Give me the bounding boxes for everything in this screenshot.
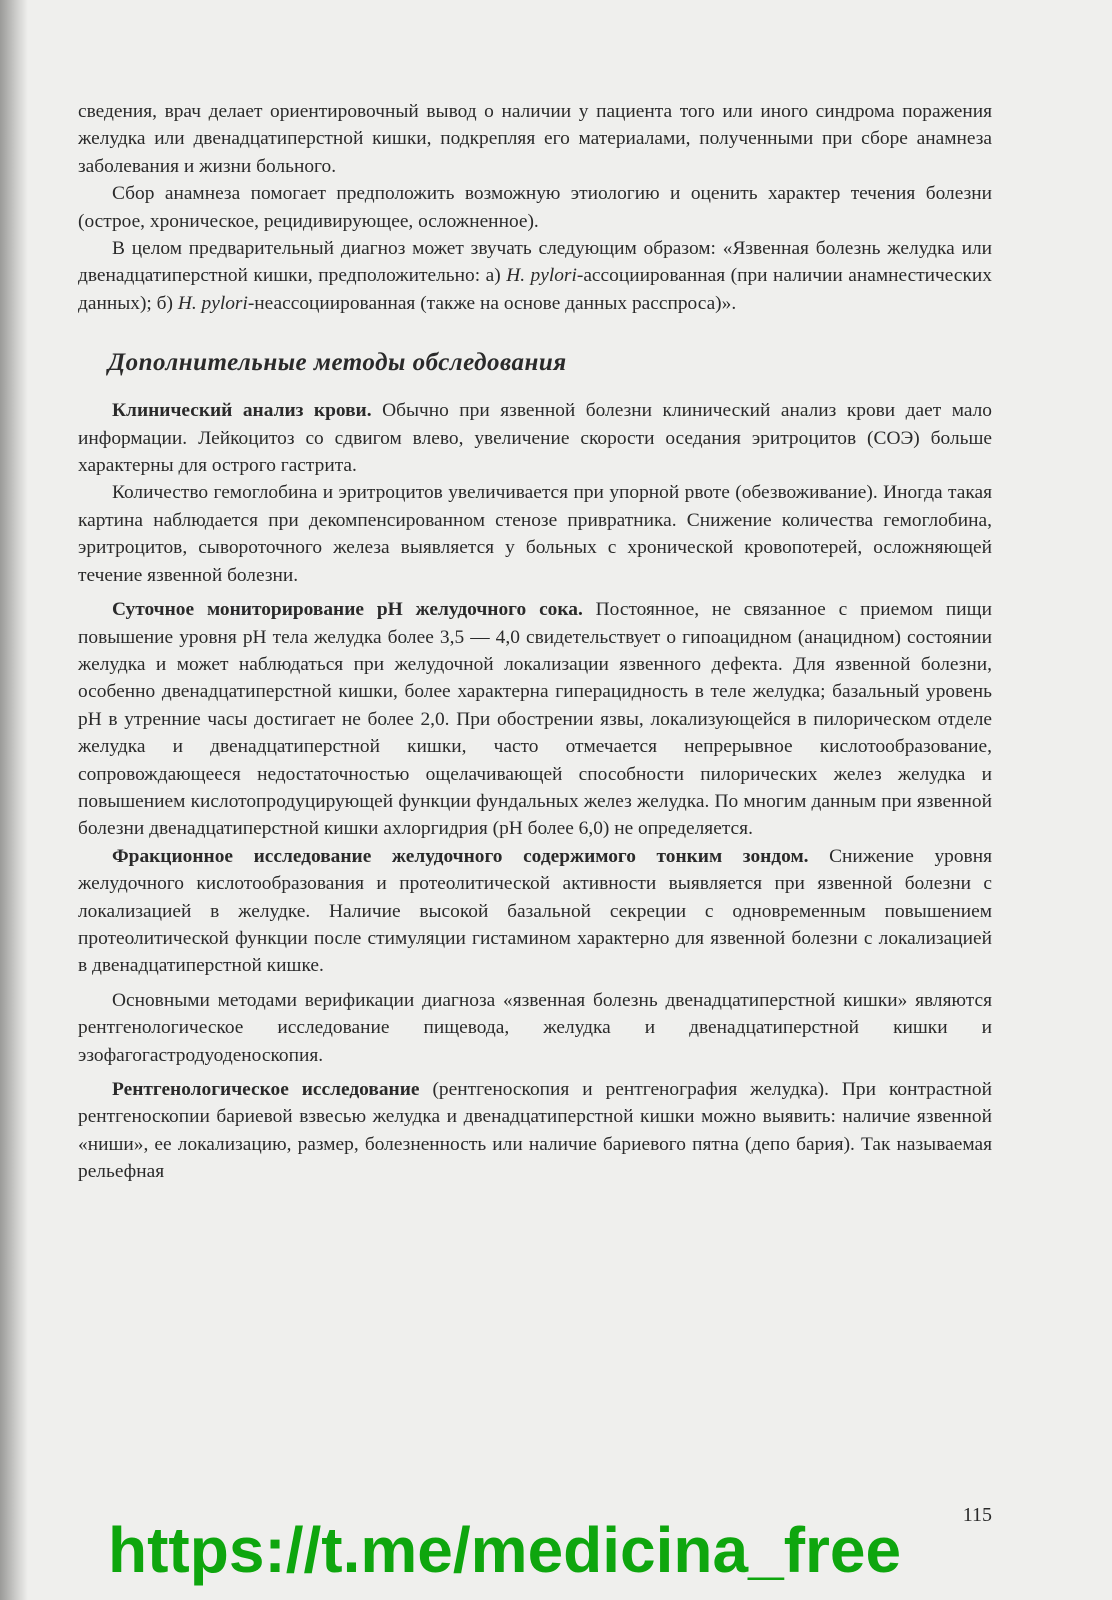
watermark-link[interactable]: https://t.me/medicina_free: [108, 1514, 902, 1586]
paragraph-text: Обычно при язвенной болезни клинический анализ крови дает мало информации. Лейкоцитоз со сдвигом влево, увеличение скорости оседания эритроцитов (СОЭ) больше характерны для острого гастрита.: [78, 400, 992, 477]
paragraph-xray: [78, 1076, 992, 1186]
subheading-blood-analysis: Клинический анализ крови.: [112, 400, 372, 422]
paragraph-fractional-study: [78, 843, 992, 980]
paragraph-blood-analysis: [78, 397, 992, 479]
subheading-xray: Рентгенологическое исследование: [112, 1079, 420, 1100]
paragraph-2: Сбор анамнеза помогает предположить возможную этиологию и оценить характер течения болезни (острое, хроническое, рецидивирующее, осложненное).: [78, 183, 992, 232]
paragraph-3: [78, 235, 992, 317]
book-spine-shadow: [0, 0, 28, 1600]
page-number: 115: [962, 1504, 992, 1526]
paragraph-text: Постоянное, не связанное с приемом пищи повышение уровня рН тела желудка более 3,5 — 4,0 свидетельствует о гипоацидном (анацидном) состоянии желудка и может наблюдаться при желудочной локализации язвенного дефекта. Для язвенной болезни, особенно двенадцатиперстной кишки, более характерна гиперацидность в теле желудка; базальный уровень рН в утренние часы достигает не более 2,0. При обострении язвы, локализующейся в пилорическом отделе желудка и двенадцатиперстной кишки, часто отмечается непрерывное кислотообразование, сопровождающееся недостаточностью ощелачивающей способности пилорических желез желудка и повышением кислотопродуцирующей функции фундальных желез желудка. По многим данным при язвенной болезни двенадцатиперстной кишки ахлоргидрия (рН более 6,0) не определяется.: [78, 599, 992, 840]
paragraph-3-text-a: В целом предварительный диагноз может звучать следующим образом: «Язвенная болезнь желудка или двенадцатиперстной кишки, предположительно: а): [78, 238, 992, 287]
paragraph-text: Снижение уровня желудочного кислотообразования и протеолитической активности выявляется при язвенной болезни с локализацией в желудке. Наличие высокой базальной секреции с одновременным повышением протеолитической функции после стимуляции гистамином характерно для язвенной болезни с локализацией в двенадцатиперстной кишке.: [78, 845, 992, 977]
paragraph-verification: Основными методами верификации диагноза «язвенная болезнь двенадцатиперстной кишки» являются рентгенологическое исследование пищевода, желудка и двенадцатиперстной кишки и эзофагогастродуоденоскопия.: [78, 989, 992, 1066]
section-heading: Дополнительные методы обследования: [108, 349, 567, 377]
h-pylori-term: H. pylori: [177, 292, 248, 314]
subheading-fractional-study: Фракционное исследование желудочного содержимого тонким зондом.: [112, 845, 809, 867]
page-text: [78, 98, 992, 1186]
paragraph-3-text-c: -неассоциированная (также на основе данных расспроса)».: [247, 292, 737, 314]
subheading-ph-monitoring: Суточное мониторирование рН желудочного сока.: [112, 599, 583, 621]
paragraph-hemoglobin: Количество гемоглобина и эритроцитов увеличивается при упорной рвоте (обезвоживание). Иногда такая картина наблюдается при декомпенсированном стенозе привратника. Снижение количества гемоглобина, эритроцитов, сывороточного железа выявляется у больных с хронической кровопотерей, осложняющей течение язвенной болезни.: [78, 482, 992, 586]
h-pylori-term: H. pylori: [506, 265, 577, 287]
paragraph-1: сведения, врач делает ориентировочный вывод о наличии у пациента того или иного синдрома поражения желудка или двенадцатиперстной кишки, подкрепляя его материалами, полученными при сборе анамнеза заболевания и жизни больного.: [78, 101, 992, 177]
paragraph-text: (рентгеноскопия и рентгенография желудка). При контрастной рентгеноскопии бариевой взвесью желудка и двенадцатиперстной кишки можно выявить: наличие язвенной «ниши», ее локализацию, размер, болезненность или наличие бариевого пятна (депо бария). Так называемая рельефная: [78, 1079, 992, 1183]
paragraph-3-text-b: -ассоциированная (при наличии анамнестических данных); б): [78, 265, 992, 314]
paragraph-ph-monitoring: [78, 596, 992, 843]
